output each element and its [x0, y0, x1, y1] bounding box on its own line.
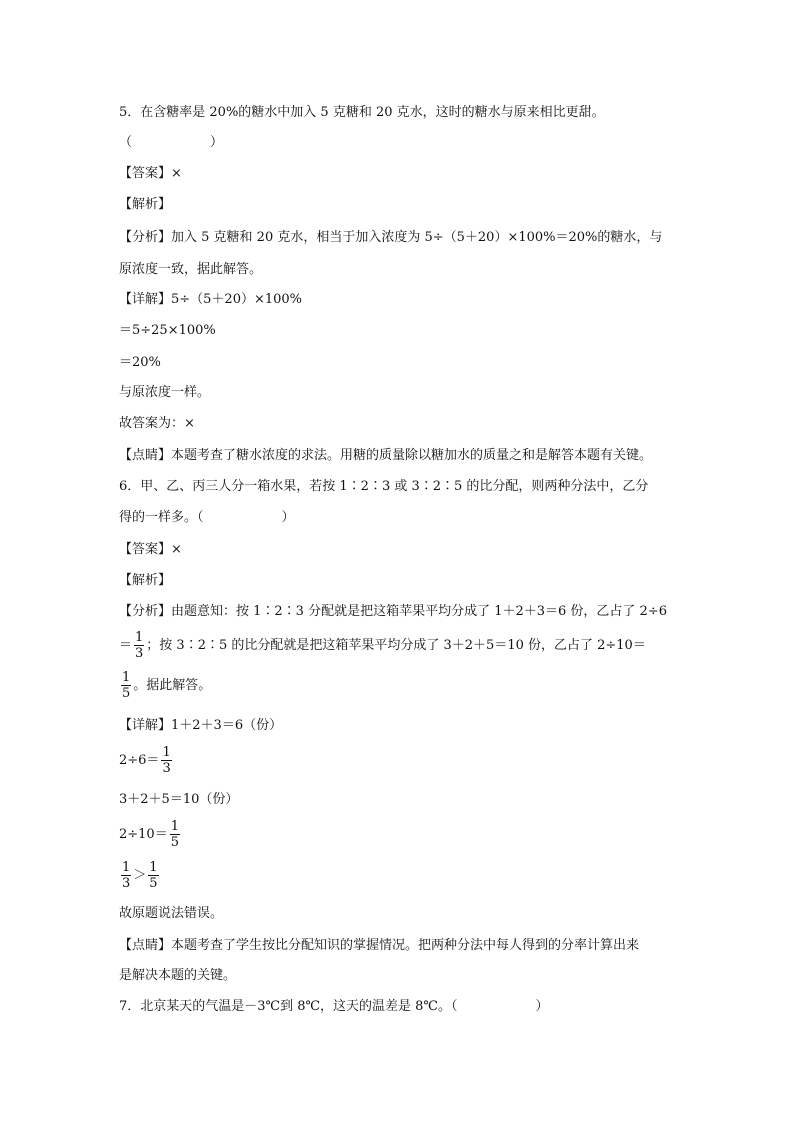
q5-analysis-heading: 【解析】: [119, 197, 172, 212]
fraction-numerator: 1: [122, 670, 131, 685]
q6-question-line2: 得的一样多。（ ）: [119, 510, 295, 525]
fraction-numerator: 1: [162, 745, 171, 760]
fraction-one-fifth: [170, 819, 180, 850]
q6-question-line1: 6．甲、乙、丙三人分一箱水果，若按 1∶2∶3 或 3∶2∶5 的比分配，则两种分法中，乙分: [119, 479, 649, 494]
q6-analysis-heading: 【解析】: [119, 573, 172, 588]
fraction-one-fifth: [148, 860, 158, 891]
q5-detail-line4: 与原浓度一样。: [119, 385, 211, 400]
fraction-numerator: 1: [135, 630, 144, 645]
q6-fenxi-line3-text: 。据此解答。: [133, 678, 212, 693]
fraction-denominator: 3: [162, 761, 171, 776]
q5-detail-line1: 【详解】5÷（5＋20）×100%: [119, 292, 303, 307]
q6-fenxi-line3: [119, 670, 211, 701]
q5-fenxi-line2: 原浓度一致，据此解答。: [119, 262, 263, 277]
q5-detail-line3: ＝20%: [119, 355, 161, 370]
fraction-numerator: 1: [122, 860, 131, 875]
q6-fenxi-line1: 【分析】由题意知：按 1∶2∶3 分配就是把这箱苹果平均分成了 1＋2＋3＝6 份，乙占了 2÷6: [119, 604, 667, 619]
q6-conclusion: 故原题说法错误。: [119, 906, 224, 921]
fraction-denominator: 5: [170, 835, 179, 850]
q6-comparison: [119, 860, 161, 891]
q6-detail-line3: 3＋2＋5＝10（份）: [119, 792, 239, 807]
q5-conclusion: 故答案为：×: [119, 416, 195, 431]
q6-dianjing-line2: 是解决本题的关键。: [119, 968, 237, 983]
q5-dianjing: 【点睛】本题考查了糖水浓度的求法。用糖的质量除以糖加水的质量之和是解答本题有关键。: [119, 448, 653, 463]
fraction-one-third: [161, 745, 171, 776]
q6-answer: 【答案】×: [119, 542, 182, 557]
greater-than-sign: ＞: [133, 868, 147, 883]
q5-detail-line2: ＝5÷25×100%: [119, 323, 216, 338]
q5-fenxi-line1: 【分析】加入 5 克糖和 20 克水，相当于加入浓度为 5÷（5＋20）×100%＝20%的糖水，与: [119, 230, 663, 245]
q5-blank: （ ）: [119, 135, 224, 150]
q6-fenxi-line2-prefix: ＝: [119, 638, 133, 653]
fraction-one-third: [134, 630, 144, 661]
q6-fenxi-line2-text: ；按 3∶2∶5 的比分配就是把这箱苹果平均分成了 3＋2＋5＝10 份，乙占了 2÷10＝: [146, 638, 646, 653]
q6-dianjing-line1: 【点睛】本题考查了学生按比分配知识的掌握情况。把两种分法中每人得到的分率计算出来: [119, 938, 640, 953]
q5-answer: 【答案】×: [119, 166, 182, 181]
q6-detail-line2: [119, 745, 174, 776]
q6-fenxi-line2: [119, 630, 646, 661]
fraction-denominator: 3: [135, 646, 144, 661]
q5-question: 5．在含糖率是 20%的糖水中加入 5 克糖和 20 克水，这时的糖水与原来相比更甜。: [119, 105, 605, 120]
fraction-numerator: 1: [149, 860, 158, 875]
q7-question: 7．北京某天的气温是－3℃到 8℃，这天的温差是 8℃。（ ）: [119, 999, 549, 1014]
q6-detail-line4: [119, 819, 182, 850]
q6-detail-line4-text: 2÷10＝: [119, 827, 168, 842]
fraction-denominator: 5: [149, 876, 158, 891]
fraction-one-fifth: [121, 670, 131, 701]
fraction-one-third: [121, 860, 131, 891]
fraction-denominator: 3: [122, 876, 131, 891]
fraction-denominator: 5: [122, 686, 131, 701]
fraction-numerator: 1: [170, 819, 179, 834]
q6-detail-line1: 【详解】1＋2＋3＝6（份）: [119, 718, 283, 733]
q6-detail-line2-text: 2÷6＝: [119, 753, 160, 768]
